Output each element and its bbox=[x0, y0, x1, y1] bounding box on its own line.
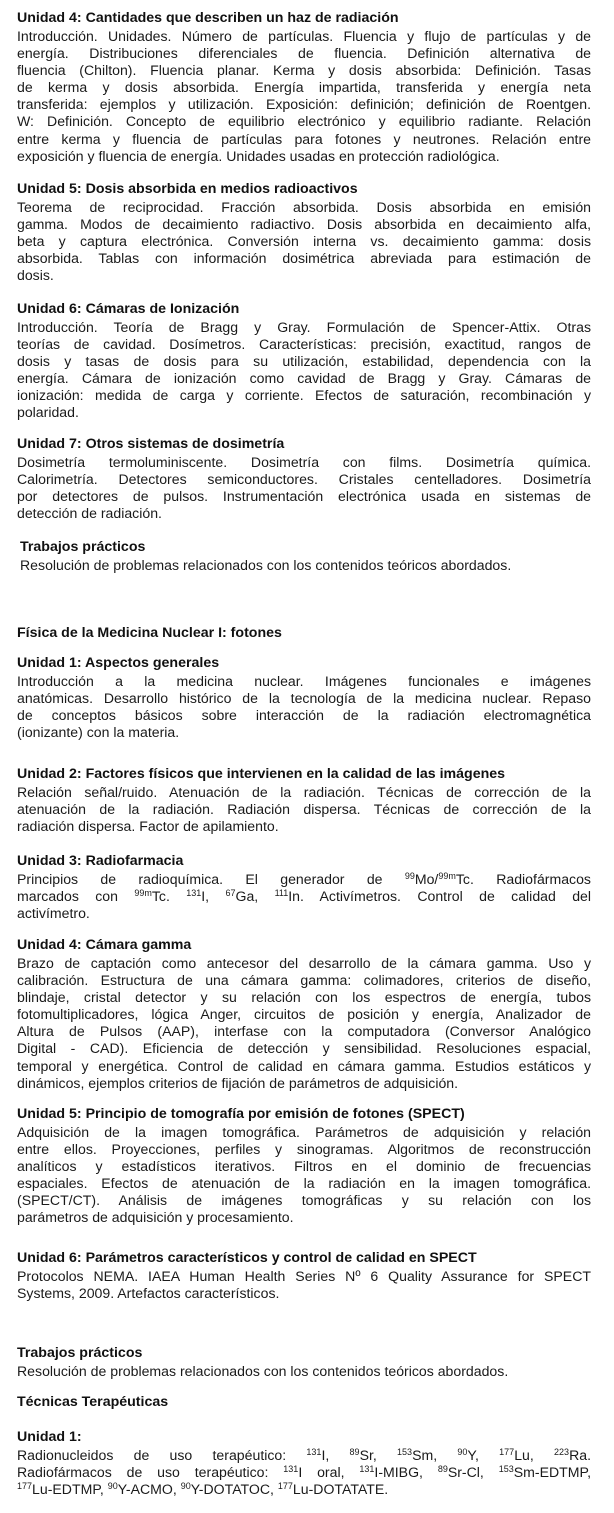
section-heading: Trabajos prácticos bbox=[17, 1345, 143, 1361]
body-line: Resolución de problemas relacionados con los contenidos teóricos abordados. bbox=[17, 1363, 509, 1379]
body-line: atenuación de la radiación. Radiación dispersa. Técnicas de corrección de la bbox=[17, 801, 591, 818]
body-line: entre ellos. Proyecciones, perfiles y sinogramas. Algoritmos de reconstrucción bbox=[17, 1141, 591, 1158]
body-line: Relación señal/ruido. Atenuación de la radiación. Técnicas de corrección de la bbox=[17, 784, 591, 800]
isotope-mass-number: 177 bbox=[17, 1481, 33, 1492]
body-line: calibración. Estructura de una cámara gamma: colimadores, criterios de diseño, bbox=[17, 972, 591, 989]
isotope-mass-number: 99m bbox=[438, 871, 456, 881]
isotope-mass-number: 131 bbox=[283, 1464, 299, 1475]
section-trabajos-practicos-2 bbox=[17, 1345, 591, 1380]
text-run: Tc. Radiofármacos bbox=[455, 871, 591, 887]
isotope-mass-number: 131 bbox=[186, 888, 202, 899]
isotope-mass-number: 177 bbox=[277, 1481, 293, 1492]
section-trabajos-practicos-1 bbox=[20, 539, 594, 574]
body-line: teorías de cavidad. Dosímetros. Características: precisión, exactitud, rangos de bbox=[17, 336, 591, 353]
section-body bbox=[17, 1363, 591, 1380]
body-line: de kerma y dosis absorbida. Energía impartida, transferida y energía neta bbox=[17, 79, 591, 96]
body-line: dosis. bbox=[17, 267, 54, 284]
section-body bbox=[20, 557, 594, 574]
text-run: Sr, bbox=[359, 1447, 398, 1463]
text-run: I, bbox=[321, 1447, 350, 1463]
body-line: Dosimetría termoluminiscente. Dosimetría con films. Dosimetría química. bbox=[17, 454, 591, 470]
section-body bbox=[17, 199, 591, 284]
section-mn-unidad-2 bbox=[17, 766, 591, 835]
body-line bbox=[17, 1447, 591, 1464]
section-mn-unidad-3 bbox=[17, 853, 591, 922]
body-line bbox=[17, 871, 591, 888]
section-body bbox=[17, 673, 591, 741]
section-heading: Unidad 4: Cámara gamma bbox=[17, 937, 192, 953]
isotope-mass-number: 89 bbox=[349, 1447, 360, 1457]
text-run: Sm-EDTMP, bbox=[513, 1464, 591, 1481]
body-line: analíticos y estadísticos iterativos. Filtros en el dominio de frecuencias bbox=[17, 1158, 591, 1175]
section-heading: Unidad 6: Cámaras de Ionización bbox=[17, 301, 240, 317]
body-line: Adquisición de la imagen tomográfica. Parámetros de adquisición y relación bbox=[17, 1124, 591, 1140]
section-body bbox=[17, 454, 591, 522]
body-line: dosis y tasas de dosis para su utilización, estabilidad, dependencia con la bbox=[17, 353, 591, 370]
section-unidad-6-camaras bbox=[17, 301, 591, 422]
text-run: Lu, bbox=[514, 1447, 555, 1463]
isotope-mass-number: 153 bbox=[397, 1447, 413, 1457]
isotope-mass-number: 177 bbox=[499, 1447, 515, 1457]
isotope-mass-number: 223 bbox=[554, 1447, 570, 1457]
section-tecnicas-terapeuticas bbox=[17, 1394, 591, 1412]
body-line: dinámicos, ejemplos criterios de fijación de parámetros de adquisición. bbox=[17, 1074, 459, 1091]
body-line: Brazo de captación como antecesor del desarrollo de la cámara gamma. Uso y bbox=[17, 955, 591, 971]
text-run: Sr-Cl, bbox=[447, 1464, 499, 1481]
section-heading: Unidad 7: Otros sistemas de dosimetría bbox=[17, 436, 285, 452]
body-line: fotomultiplicadores, lógica Anger, circuitos de posición y energía, Analizador de bbox=[17, 1006, 591, 1023]
section-mn-unidad-5 bbox=[17, 1106, 591, 1227]
text-run: Radiofármacos de uso terapéutico: bbox=[17, 1464, 284, 1481]
body-line: espaciales. Efectos de atenuación de la radiación en la imagen tomográfica. bbox=[17, 1175, 591, 1192]
section-unidad-5-dosis bbox=[17, 181, 591, 284]
section-mn-unidad-1 bbox=[17, 655, 591, 741]
section-tt-unidad-1 bbox=[17, 1429, 591, 1498]
isotope-mass-number: 67 bbox=[225, 888, 236, 899]
body-line: Systems, 2009. Artefactos característicos. bbox=[17, 1285, 280, 1302]
section-body bbox=[17, 28, 591, 165]
section-heading: Técnicas Terapéuticas bbox=[17, 1394, 169, 1410]
isotope-mass-number: 99m bbox=[134, 888, 152, 899]
section-body bbox=[17, 955, 591, 1092]
body-line: detección de radiación. bbox=[17, 505, 162, 522]
text-run: In. Activímetros. Control de calidad del bbox=[288, 888, 591, 905]
section-body bbox=[17, 1124, 591, 1227]
section-fisica-medicina-nuclear-title bbox=[17, 625, 591, 643]
isotope-mass-number: 153 bbox=[498, 1464, 514, 1475]
section-heading: Trabajos prácticos bbox=[20, 539, 146, 555]
body-line bbox=[17, 905, 591, 922]
section-heading: Física de la Medicina Nuclear I: fotones bbox=[17, 625, 282, 641]
text-run: Lu-EDTMP, bbox=[32, 1481, 108, 1498]
body-line: Digital - CAD). Eficiencia de detección y sensibilidad. Resoluciones espacial, bbox=[17, 1040, 591, 1057]
text-run: Sm, bbox=[412, 1447, 458, 1463]
isotope-mass-number: 131 bbox=[306, 1447, 322, 1457]
body-line: exposición y fluencia de energía. Unidades usadas en protección radiológica. bbox=[17, 147, 500, 164]
text-run: Mo/ bbox=[414, 871, 439, 887]
body-line: de conceptos básicos sobre interacción de la radiación electromagnética bbox=[17, 707, 591, 724]
section-body bbox=[17, 1268, 591, 1302]
text-run: Y-ACMO, bbox=[117, 1481, 181, 1498]
body-line: (SPECT/CT). Análisis de imágenes tomográficas y su relación con los bbox=[17, 1192, 591, 1209]
section-heading: Unidad 6: Parámetros característicos y control de calidad en SPECT bbox=[17, 1250, 477, 1266]
body-line: anatómicas. Desarrollo histórico de la tecnología de la medicina nuclear. Repaso bbox=[17, 690, 591, 707]
section-body bbox=[17, 319, 591, 422]
body-line: (ionizante) con la materia. bbox=[17, 724, 180, 741]
body-line: Resolución de problemas relacionados con los contenidos teóricos abordados. bbox=[20, 557, 512, 573]
isotope-mass-number: 90 bbox=[107, 1481, 118, 1492]
body-line: transferida: ejemplos y utilización. Exposición: definición; definición de Roentgen. bbox=[17, 96, 591, 113]
body-line: Introducción a la medicina nuclear. Imágenes funcionales e imágenes bbox=[17, 673, 591, 689]
body-line: Teorema de reciprocidad. Fracción absorbida. Dosis absorbida en emisión bbox=[17, 199, 591, 215]
body-line: entre kerma y fluencia de partículas para fotones y neutrones. Relación entre bbox=[17, 130, 591, 147]
section-body bbox=[17, 1447, 591, 1498]
text-run: activímetro. bbox=[17, 905, 90, 922]
body-line: energía. Cámara de ionización como cavidad de Bragg y Gray. Cámaras de bbox=[17, 370, 591, 387]
body-line: Introducción. Unidades. Número de partículas. Fluencia y flujo de partículas y de bbox=[17, 28, 591, 44]
body-line: gamma. Modos de decaimiento radiactivo. Dosis absorbida en decaimiento alfa, bbox=[17, 216, 591, 233]
isotope-mass-number: 90 bbox=[180, 1481, 191, 1492]
isotope-mass-number: 89 bbox=[437, 1464, 448, 1475]
body-line bbox=[17, 1481, 591, 1498]
body-line: W: Definición. Concepto de equilibrio electrónico y equilibrio radiante. Relación bbox=[17, 113, 591, 130]
isotope-mass-number: 131 bbox=[359, 1464, 375, 1475]
text-run: marcados con bbox=[17, 888, 135, 905]
body-line: Altura de Pulsos (AAP), interfase con la computadora (Conversor Analógico bbox=[17, 1023, 591, 1040]
section-unidad-7-otros bbox=[17, 436, 591, 522]
body-line: temporal y energética. Control de calidad en cámara gamma. Estudios estáticos y bbox=[17, 1057, 591, 1074]
section-heading: Unidad 4: Cantidades que describen un haz de radiación bbox=[17, 10, 399, 26]
text-run: Y-DOTATOC, bbox=[190, 1481, 278, 1498]
text-run: I, bbox=[201, 888, 226, 905]
isotope-mass-number: 99 bbox=[404, 871, 415, 881]
text-run: Principios de radioquímica. El generador de bbox=[17, 871, 405, 887]
section-heading: Unidad 5: Dosis absorbida en medios radioactivos bbox=[17, 181, 358, 197]
body-line: absorbida. Tablas con información dosimétrica abreviada para estimación de bbox=[17, 250, 591, 267]
text-run: I-MIBG, bbox=[374, 1464, 438, 1481]
section-heading: Unidad 1: Aspectos generales bbox=[17, 655, 220, 671]
text-run: I oral, bbox=[298, 1464, 360, 1481]
body-line: blindaje, cristal detector y su relación con los espectros de energía, tubos bbox=[17, 989, 591, 1006]
body-line: radiación dispersa. Factor de apilamiento. bbox=[17, 818, 279, 835]
section-mn-unidad-6 bbox=[17, 1250, 591, 1302]
section-heading: Unidad 2: Factores físicos que intervienen en la calidad de las imágenes bbox=[17, 766, 506, 782]
section-body bbox=[17, 784, 591, 835]
body-line: Protocolos NEMA. IAEA Human Health Series Nº 6 Quality Assurance for SPECT bbox=[17, 1268, 591, 1284]
text-run: Y, bbox=[467, 1447, 500, 1463]
body-line: parámetros de adquisición y procesamiento. bbox=[17, 1209, 294, 1226]
section-heading: Unidad 1: bbox=[17, 1429, 82, 1445]
body-line bbox=[17, 1464, 591, 1481]
body-line: ionización: medida de carga y corriente. Efectos de saturación, recombinación y bbox=[17, 387, 591, 404]
section-mn-unidad-4 bbox=[17, 937, 591, 1092]
section-heading: Unidad 5: Principio de tomografía por emisión de fotones (SPECT) bbox=[17, 1106, 465, 1122]
body-line: Introducción. Teoría de Bragg y Gray. Formulación de Spencer-Attix. Otras bbox=[17, 319, 591, 335]
body-line: beta y captura electrónica. Conversión interna vs. decaimiento gamma: dosis bbox=[17, 233, 591, 250]
section-body bbox=[17, 871, 591, 922]
text-run: Tc. bbox=[151, 888, 187, 905]
body-line bbox=[17, 888, 591, 905]
isotope-mass-number: 111 bbox=[274, 888, 289, 899]
isotope-mass-number: 90 bbox=[457, 1447, 468, 1457]
text-run: Ga, bbox=[235, 888, 275, 905]
text-run: Lu-DOTATATE. bbox=[292, 1481, 389, 1498]
text-run: Ra. bbox=[569, 1447, 591, 1463]
section-heading: Unidad 3: Radiofarmacia bbox=[17, 853, 184, 869]
body-line: fluencia (Chilton). Fluencia planar. Kerma y dosis absorbida: Definición. Tasas bbox=[17, 62, 591, 79]
section-unidad-4-cantidades bbox=[17, 10, 591, 165]
text-run: Radionucleidos de uso terapéutico: bbox=[17, 1447, 307, 1463]
body-line: energía. Distribuciones diferenciales de fluencia. Definición alternativa de bbox=[17, 45, 591, 62]
body-line: Calorimetría. Detectores semiconductores. Cristales centelladores. Dosimetría bbox=[17, 471, 591, 488]
body-line: por detectores de pulsos. Instrumentación electrónica usada en sistemas de bbox=[17, 488, 591, 505]
body-line: polaridad. bbox=[17, 404, 79, 421]
